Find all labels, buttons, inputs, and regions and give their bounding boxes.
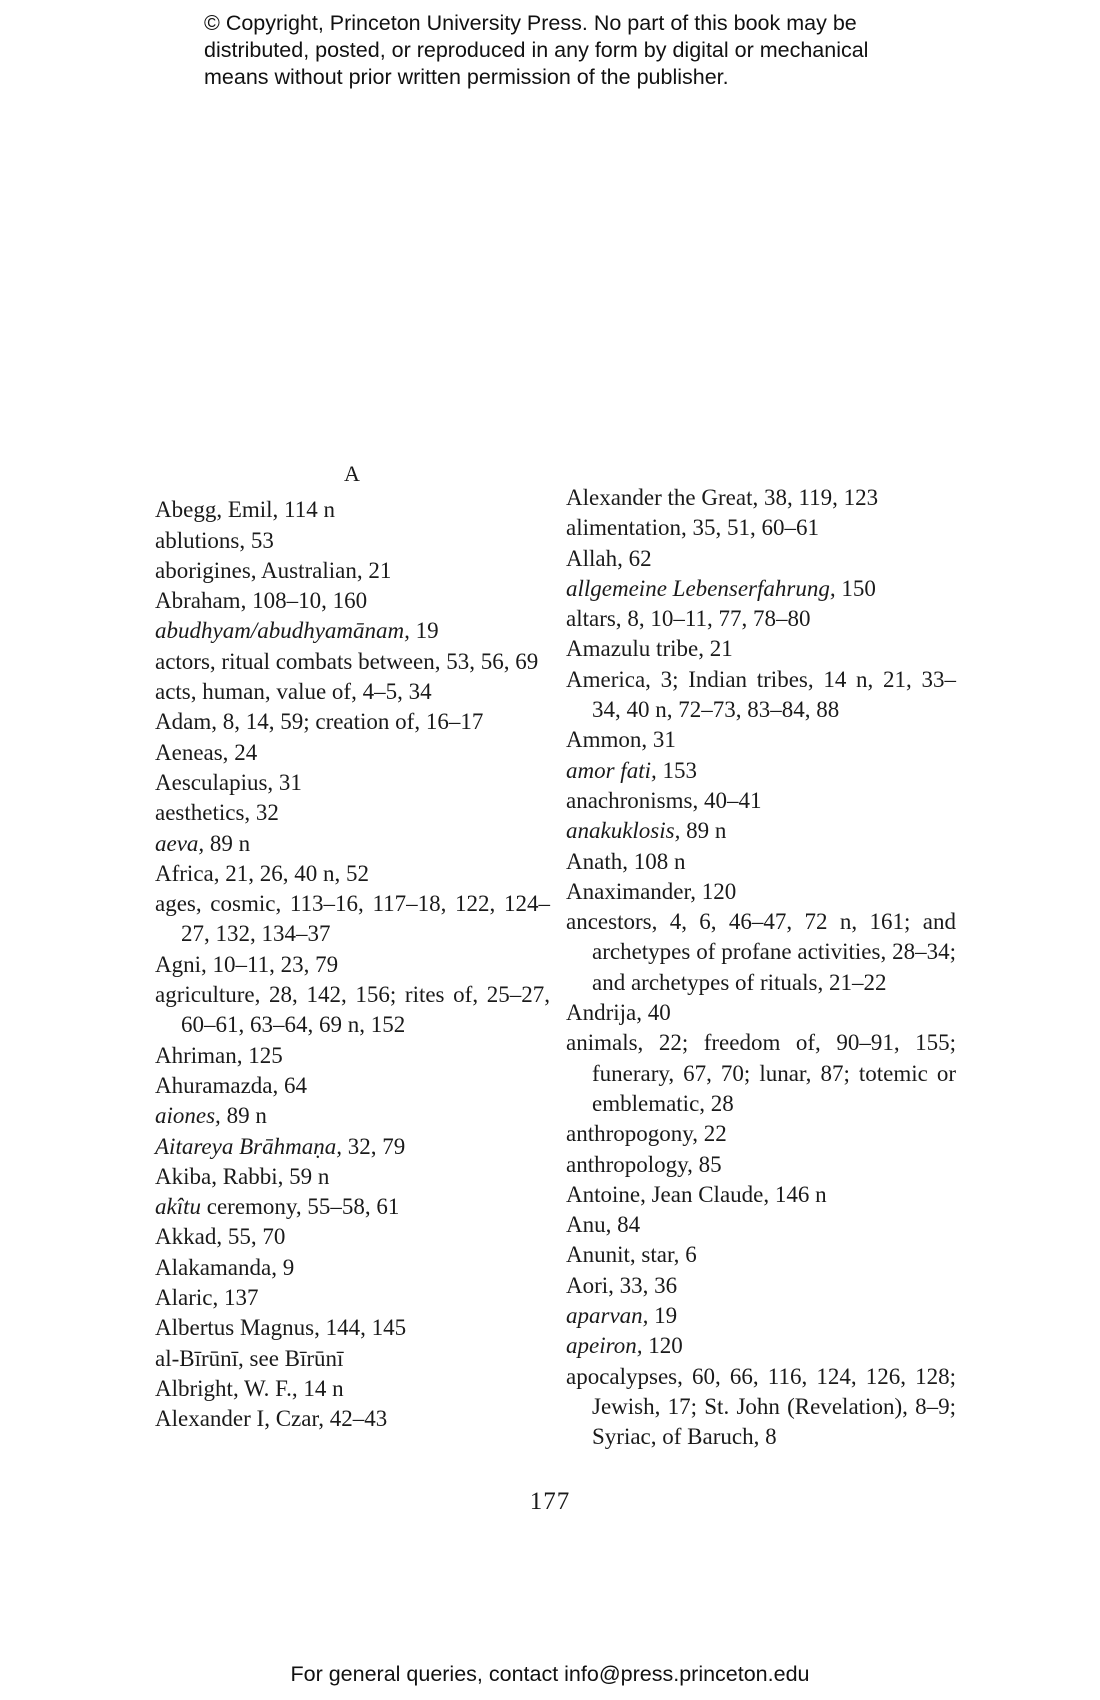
entry-locators: 4–5, 34 — [356, 679, 432, 705]
entry-heading: aeva, — [155, 830, 205, 856]
entry-heading: alimentation, — [566, 515, 687, 541]
entry-locators: 40–41 — [698, 787, 762, 813]
entry-locators: 6 — [679, 1242, 697, 1268]
entry-heading: Andrija, — [566, 1000, 643, 1026]
entry-locators: 55, 70 — [222, 1224, 286, 1250]
entry-locators: 137 — [218, 1285, 259, 1311]
entry-heading: Albright, W. F., — [155, 1375, 298, 1401]
entry-heading: anakuklosis, — [566, 818, 681, 844]
index-entry — [155, 1162, 550, 1192]
entry-locators: 21 — [703, 636, 733, 662]
entry-locators: 146 n — [769, 1181, 827, 1207]
entry-heading: Ahuramazda, — [155, 1072, 279, 1098]
entry-locators: 3; Indian tribes, 14 n, 21, 33–34, 40 n, 72–73, 83–84, 88 — [592, 666, 956, 723]
entry-locators: 144, 145 — [319, 1315, 407, 1341]
entry-heading: aparvan, — [566, 1303, 649, 1329]
index-entry — [566, 847, 956, 877]
entry-heading: Adam, — [155, 709, 217, 735]
index-entry — [566, 665, 956, 726]
index-entry — [566, 1240, 956, 1270]
entry-heading: Abegg, Emil, — [155, 497, 279, 523]
entry-locators: 85 — [692, 1151, 722, 1177]
entry-locators: 114 n — [278, 497, 335, 523]
index-entry — [566, 604, 956, 634]
entry-heading: Allah, — [566, 545, 623, 571]
right-entry-list — [566, 483, 956, 1453]
entry-heading: ancestors, — [566, 909, 658, 935]
entry-heading: actors, ritual combats between, — [155, 648, 441, 674]
entry-locators: 60, 66, 116, 124, 126, 128; Jewish, 17; St. John (Revelation), 8–9; Syriac, of Baruch, 8 — [592, 1363, 956, 1450]
index-column-left — [155, 461, 550, 1435]
entry-locators: 53 — [245, 527, 274, 553]
index-entry — [566, 1119, 956, 1149]
entry-heading: Africa, — [155, 860, 220, 886]
index-entry — [566, 1362, 956, 1453]
entry-heading: al-Bīrūnī, — [155, 1345, 244, 1371]
entry-heading: Akkad, — [155, 1224, 223, 1250]
entry-locators: 120 — [696, 878, 737, 904]
index-entry — [155, 526, 550, 556]
page-number: 177 — [529, 1488, 571, 1515]
entry-heading: akîtu — [155, 1194, 201, 1220]
index-entry — [155, 738, 550, 768]
entry-heading: apocalypses, — [566, 1363, 683, 1389]
index-entry — [155, 1192, 550, 1222]
entry-locators: see Bīrūnī — [243, 1345, 344, 1371]
entry-locators: 31 — [273, 769, 302, 795]
entry-locators: 31 — [647, 727, 676, 753]
entry-locators: 89 n — [204, 830, 251, 856]
index-entry — [566, 1301, 956, 1331]
entry-heading: Amazulu tribe, — [566, 636, 704, 662]
entry-heading: Anu, — [566, 1212, 612, 1238]
entry-locators: 9 — [276, 1254, 295, 1280]
entry-heading: animals, — [566, 1030, 644, 1056]
entry-locators: 64 — [278, 1072, 307, 1098]
index-entry — [566, 877, 956, 907]
entry-heading: Abraham, — [155, 588, 247, 614]
entry-locators: 19 — [648, 1303, 678, 1329]
section-letter: A — [344, 461, 361, 486]
index-entry — [566, 634, 956, 664]
index-entry — [155, 1313, 550, 1343]
index-entry — [566, 907, 956, 998]
entry-heading: Aeneas, — [155, 739, 229, 765]
index-entry — [155, 768, 550, 798]
index-entry — [566, 513, 956, 543]
entry-heading: altars, — [566, 606, 622, 632]
entry-locators: 40 — [642, 1000, 671, 1026]
entry-heading: Albertus Magnus, — [155, 1315, 320, 1341]
entry-locators: 28, 142, 156; rites of, 25–27, 60–61, 63–64, 69 n, 152 — [181, 982, 550, 1038]
entry-heading: America, — [566, 666, 651, 692]
entry-heading: Anath, — [566, 848, 628, 874]
entry-locators: 59 n — [283, 1163, 330, 1189]
entry-heading: Antoine, Jean Claude, — [566, 1181, 770, 1207]
entry-locators: 24 — [228, 739, 258, 765]
entry-locators: 62 — [622, 545, 652, 571]
index-entry — [155, 1344, 550, 1374]
entry-heading: Ammon, — [566, 727, 648, 753]
entry-heading: aborigines, Australian, — [155, 557, 363, 583]
entry-locators: 35, 51, 60–61 — [686, 515, 819, 541]
entry-heading: Anaximander, — [566, 878, 697, 904]
index-entry — [566, 816, 956, 846]
index-entry — [566, 483, 956, 513]
entry-heading: abudhyam/abudhyamānam, — [155, 618, 410, 644]
entry-locators: 84 — [611, 1212, 641, 1238]
entry-heading: Alaric, — [155, 1285, 219, 1311]
index-entry — [566, 1210, 956, 1240]
index-entry — [155, 1132, 550, 1162]
entry-heading: Alexander I, Czar, — [155, 1406, 324, 1432]
entry-heading: Alakamanda, — [155, 1254, 277, 1280]
index-entry — [566, 1331, 956, 1361]
index-entry — [155, 829, 550, 859]
entry-heading: Anunit, star, — [566, 1242, 680, 1268]
entry-locators: 32 — [250, 800, 279, 826]
index-entry — [155, 980, 550, 1041]
entry-heading: anthropology, — [566, 1151, 693, 1177]
entry-locators: 125 — [242, 1042, 283, 1068]
entry-locators: 120 — [642, 1333, 683, 1359]
index-entry — [155, 859, 550, 889]
index-entry — [155, 677, 550, 707]
index-entry — [155, 889, 550, 950]
copyright-notice: © Copyright, Princeton University Press. No part of this book may be distributed, posted, or reproduced in any form by digital or mechanical means without prior written permission of the publisher. — [204, 11, 869, 89]
entry-locators: 4, 6, 46–47, 72 n, 161; and archetypes of profane activities, 28–34; and archetypes of rituals, 21–22 — [592, 909, 956, 995]
footer-contact: For general queries, contact info@press.princeton.edu — [290, 1662, 810, 1686]
entry-locators: 38, 119, 123 — [758, 485, 879, 510]
index-entry — [566, 998, 956, 1028]
entry-heading: Akiba, Rabbi, — [155, 1163, 284, 1189]
entry-heading: agriculture, — [155, 982, 261, 1008]
entry-locators: 22 — [698, 1121, 727, 1147]
entry-locators: 153 — [656, 757, 697, 783]
index-entry — [566, 1271, 956, 1301]
entry-locators: 8, 14, 59; creation of, 16–17 — [216, 709, 484, 735]
entry-heading: ablutions, — [155, 527, 246, 553]
left-entry-list — [155, 495, 550, 1434]
index-column-right — [566, 483, 956, 1453]
entry-heading: ages, cosmic, — [155, 891, 282, 917]
entry-locators: 108 n — [627, 848, 686, 874]
entry-locators: 108–10, 160 — [246, 588, 368, 614]
index-entry — [155, 586, 550, 616]
index-entry — [566, 1028, 956, 1119]
entry-heading: amor fati, — [566, 757, 657, 783]
index-entry — [155, 707, 550, 737]
entry-locators: 150 — [835, 575, 876, 601]
entry-heading: Alexander the Great, — [566, 485, 759, 510]
entry-heading: aesthetics, — [155, 800, 251, 826]
entry-heading: anthropogony, — [566, 1121, 699, 1147]
index-entry — [155, 950, 550, 980]
entry-heading: anachronisms, — [566, 787, 699, 813]
index-entry — [155, 647, 550, 677]
index-entry — [155, 1101, 550, 1131]
index-entry — [566, 1180, 956, 1210]
index-entry — [155, 1071, 550, 1101]
index-entry — [566, 725, 956, 755]
entry-locators: 113–16, 117–18, 122, 124–27, 132, 134–37 — [181, 891, 550, 947]
entry-locators: ceremony, 55–58, 61 — [201, 1194, 400, 1220]
entry-locators: 10–11, 23, 79 — [206, 951, 339, 977]
index-entry — [155, 1374, 550, 1404]
index-entry — [155, 1283, 550, 1313]
index-entry — [566, 574, 956, 604]
entry-locators: 33, 36 — [613, 1272, 678, 1298]
entry-locators: 42–43 — [323, 1406, 388, 1432]
index-entry — [566, 544, 956, 574]
index-entry — [155, 556, 550, 586]
entry-heading: acts, human, value of, — [155, 679, 357, 705]
index-entry — [155, 495, 550, 525]
entry-locators: 19 — [409, 618, 439, 644]
entry-heading: allgemeine Lebenserfahrung, — [566, 575, 836, 601]
entry-locators: 21, 26, 40 n, 52 — [219, 860, 369, 886]
entry-locators: 89 n — [680, 818, 727, 844]
index-entry — [155, 1222, 550, 1252]
index-entry — [566, 756, 956, 786]
index-entry — [566, 1150, 956, 1180]
entry-heading: Agni, — [155, 951, 207, 977]
index-entry — [155, 798, 550, 828]
entry-heading: Aesculapius, — [155, 769, 274, 795]
entry-locators: 89 n — [220, 1103, 267, 1129]
entry-locators: 53, 56, 69 — [440, 648, 539, 674]
index-entry — [155, 1041, 550, 1071]
entry-heading: aiones, — [155, 1103, 221, 1129]
entry-locators: 14 n — [297, 1375, 344, 1401]
entry-heading: apeiron, — [566, 1333, 643, 1359]
entry-locators: 22; freedom of, 90–91, 155; funerary, 67, 70; lunar, 87; totemic or emblematic, 28 — [592, 1030, 956, 1116]
index-entry — [566, 786, 956, 816]
entry-heading: Aori, — [566, 1272, 614, 1298]
entry-locators: 32, 79 — [341, 1133, 406, 1159]
entry-heading: Aitareya Brāhmaṇa, — [155, 1133, 342, 1159]
index-entry — [155, 616, 550, 646]
entry-locators: 8, 10–11, 77, 78–80 — [621, 606, 811, 632]
entry-locators: 21 — [362, 557, 392, 583]
entry-heading: Ahriman, — [155, 1042, 243, 1068]
index-entry — [155, 1404, 550, 1434]
index-entry — [155, 1253, 550, 1283]
